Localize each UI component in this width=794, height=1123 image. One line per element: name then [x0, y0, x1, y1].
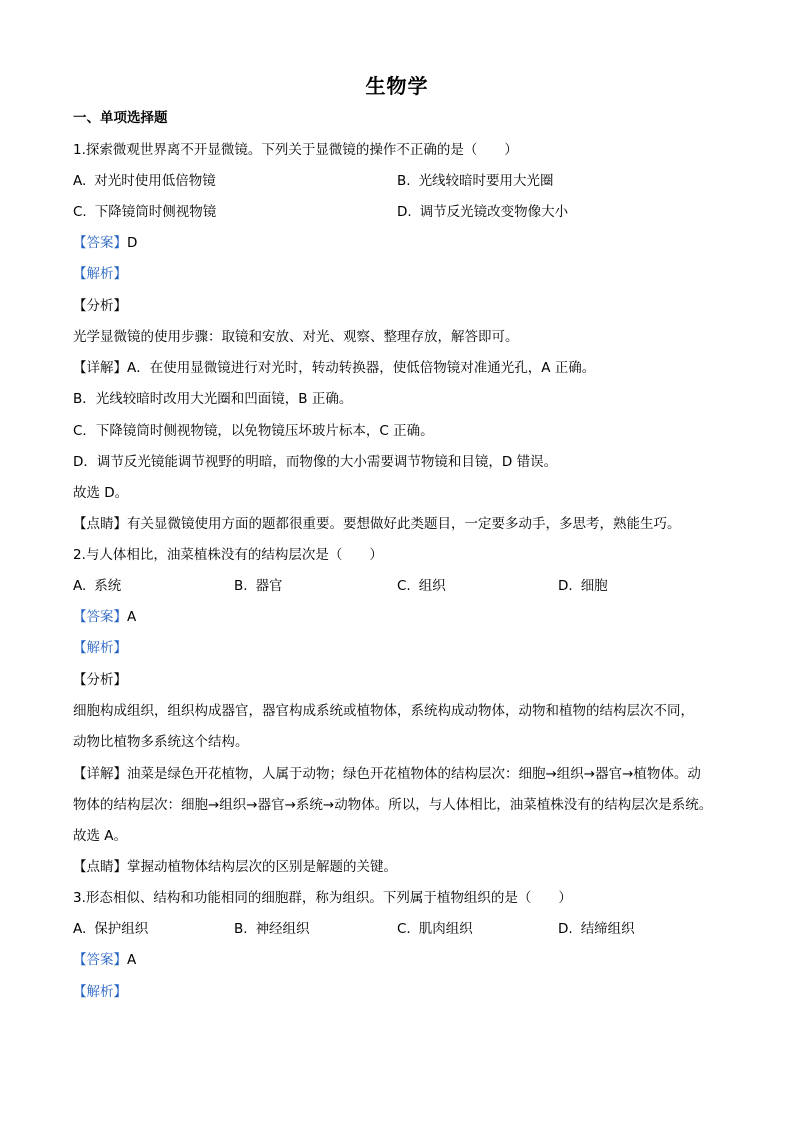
q2-fenxi-line-2: 动物比植物多系统这个结构。: [73, 734, 249, 750]
q2-option-a: A. 系统: [73, 578, 122, 594]
section-heading: 一、单项选择题: [73, 110, 168, 126]
q1-option-c: C. 下降镜筒时侧视物镜: [73, 204, 217, 220]
q2-fenxi-line-1: 细胞构成组织，组织构成器官，器官构成系统或植物体，系统构成动物体，动物和植物的结构层次不同，: [73, 703, 694, 719]
q1-xiangjie-c: C．下降镜筒时侧视物镜，以免物镜压坏玻片标本，C 正确。: [73, 423, 434, 439]
q3-option-d: D. 结缔组织: [558, 921, 635, 937]
q2-option-d: D. 细胞: [558, 578, 608, 594]
q1-fenxi-tag: 【分析】: [73, 298, 127, 314]
q1-option-a: A. 对光时使用低倍物镜: [73, 173, 216, 189]
q1-xiangjie-a: 【详解】A．在使用显微镜进行对光时，转动转换器，使低倍物镜对准通光孔，A 正确。: [73, 360, 596, 376]
q2-option-c: C. 组织: [397, 578, 446, 594]
q1-fenxi-text: 光学显微镜的使用步骤：取镜和安放、对光、观察、整理存放，解答即可。: [73, 329, 519, 345]
q3-jiexi-tag: 【解析】: [73, 984, 127, 1000]
q2-conclusion: 故选 A。: [73, 828, 128, 844]
q3-stem: 3.形态相似、结构和功能相同的细胞群，称为组织。下列属于植物组织的是（ ）: [73, 890, 572, 906]
q1-conclusion: 故选 D。: [73, 485, 129, 501]
q1-jiexi-tag: 【解析】: [73, 266, 127, 282]
q1-option-d: D. 调节反光镜改变物像大小: [397, 204, 569, 220]
q2-xiangjie-1: 【详解】油菜是绿色开花植物，人属于动物；绿色开花植物体的结构层次：细胞→组织→器官→植物体。动: [73, 766, 701, 782]
q3-option-b: B. 神经组织: [234, 921, 310, 937]
q1-answer: 【答案】D: [73, 235, 138, 251]
page-title: 生物学: [365, 74, 429, 98]
q2-stem: 2.与人体相比，油菜植株没有的结构层次是（ ）: [73, 547, 383, 563]
q2-answer: 【答案】A: [73, 609, 137, 625]
q2-option-b: B. 器官: [234, 578, 283, 594]
q1-stem: 1.探索微观世界离不开显微镜。下列关于显微镜的操作不正确的是（ ）: [73, 142, 518, 158]
q2-dianjing: 【点睛】掌握动植物体结构层次的区别是解题的关键。: [73, 859, 397, 875]
q2-jiexi-tag: 【解析】: [73, 640, 127, 656]
q1-xiangjie-b: B．光线较暗时改用大光圈和凹面镜，B 正确。: [73, 391, 353, 407]
q3-answer: 【答案】A: [73, 952, 137, 968]
q3-option-a: A. 保护组织: [73, 921, 149, 937]
q3-option-c: C. 肌肉组织: [397, 921, 473, 937]
q1-dianjing: 【点睛】有关显微镜使用方面的题都很重要。要想做好此类题目，一定要多动手，多思考，熟能生巧。: [73, 516, 681, 532]
q2-fenxi-tag: 【分析】: [73, 672, 127, 688]
q1-option-b: B. 光线较暗时要用大光圈: [397, 173, 554, 189]
q2-xiangjie-2: 物体的结构层次：细胞→组织→器官→系统→动物体。所以，与人体相比，油菜植株没有的结构层次是系统。: [73, 797, 713, 813]
q1-xiangjie-d: D．调节反光镜能调节视野的明暗，而物像的大小需要调节物镜和目镜，D 错误。: [73, 454, 558, 470]
